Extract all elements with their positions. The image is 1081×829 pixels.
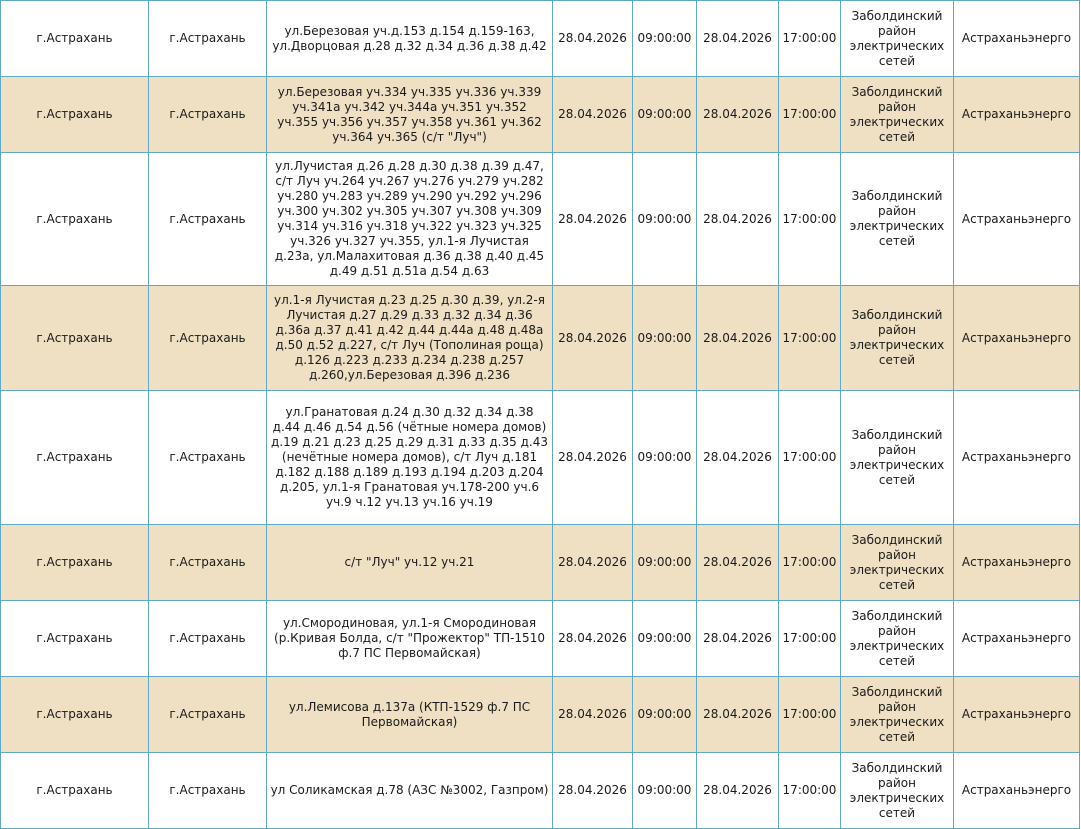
start-date-cell: 28.04.2026 bbox=[553, 601, 633, 677]
district-cell: Заболдинский район электрических сетей bbox=[841, 1, 954, 77]
start-date-cell: 28.04.2026 bbox=[553, 677, 633, 753]
district-cell: Заболдинский район электрических сетей bbox=[841, 153, 954, 286]
city-cell: г.Астрахань bbox=[149, 525, 267, 601]
district-cell: Заболдинский район электрических сетей bbox=[841, 677, 954, 753]
city-cell: г.Астрахань bbox=[149, 391, 267, 525]
region-cell: г.Астрахань bbox=[1, 1, 149, 77]
table-row bbox=[1, 153, 1080, 286]
end-date-cell: 28.04.2026 bbox=[697, 153, 779, 286]
start-time-cell: 09:00:00 bbox=[633, 153, 697, 286]
city-cell: г.Астрахань bbox=[149, 153, 267, 286]
company-cell: Астраханьэнерго bbox=[954, 77, 1080, 153]
end-date-cell: 28.04.2026 bbox=[697, 601, 779, 677]
start-time-cell: 09:00:00 bbox=[633, 525, 697, 601]
region-cell: г.Астрахань bbox=[1, 601, 149, 677]
addresses-cell: ул.Лучистая д.26 д.28 д.30 д.38 д.39 д.47, с/т Луч уч.264 уч.267 уч.276 уч.279 уч.282 уч.280 уч.283 уч.289 уч.290 уч.292 уч.296 уч.300 уч.302 уч.305 уч.307 уч.308 уч.309 уч.314 уч.316 уч.318 уч.322 уч.323 уч.325 уч.326 уч.327 уч.355, ул.1-я Лучистая д.23а, ул.Малахитовая д.36 д.38 д.40 д.45 д.49 д.51 д.51а д.54 д.63 bbox=[267, 153, 553, 286]
city-cell: г.Астрахань bbox=[149, 753, 267, 829]
addresses-cell: ул.1-я Лучистая д.23 д.25 д.30 д.39, ул.2-я Лучистая д.27 д.29 д.33 д.32 д.34 д.36 д.36а д.37 д.41 д.42 д.44 д.44а д.48 д.48а д.50 д.52 д.227, с/т Луч (Тополиная роща) д.126 д.223 д.233 д.234 д.238 д.257 д.260,ул.Березовая д.396 д.236 bbox=[267, 286, 553, 391]
end-date-cell: 28.04.2026 bbox=[697, 286, 779, 391]
start-time-cell: 09:00:00 bbox=[633, 286, 697, 391]
addresses-cell: ул Соликамская д.78 (АЗС №3002, Газпром) bbox=[267, 753, 553, 829]
end-time-cell: 17:00:00 bbox=[779, 601, 841, 677]
end-time-cell: 17:00:00 bbox=[779, 286, 841, 391]
end-date-cell: 28.04.2026 bbox=[697, 753, 779, 829]
start-date-cell: 28.04.2026 bbox=[553, 1, 633, 77]
region-cell: г.Астрахань bbox=[1, 391, 149, 525]
company-cell: Астраханьэнерго bbox=[954, 153, 1080, 286]
start-date-cell: 28.04.2026 bbox=[553, 391, 633, 525]
table-row bbox=[1, 601, 1080, 677]
addresses-cell: ул.Лемисова д.137а (КТП-1529 ф.7 ПС Первомайская) bbox=[267, 677, 553, 753]
start-date-cell: 28.04.2026 bbox=[553, 77, 633, 153]
start-time-cell: 09:00:00 bbox=[633, 677, 697, 753]
company-cell: Астраханьэнерго bbox=[954, 753, 1080, 829]
city-cell: г.Астрахань bbox=[149, 1, 267, 77]
start-time-cell: 09:00:00 bbox=[633, 77, 697, 153]
region-cell: г.Астрахань bbox=[1, 525, 149, 601]
region-cell: г.Астрахань bbox=[1, 153, 149, 286]
table-row bbox=[1, 1, 1080, 77]
company-cell: Астраханьэнерго bbox=[954, 677, 1080, 753]
start-date-cell: 28.04.2026 bbox=[553, 525, 633, 601]
region-cell: г.Астрахань bbox=[1, 286, 149, 391]
region-cell: г.Астрахань bbox=[1, 677, 149, 753]
addresses-cell: ул.Смородиновая, ул.1-я Смородиновая (р.Кривая Болда, с/т "Прожектор" ТП-1510 ф.7 ПС Первомайская) bbox=[267, 601, 553, 677]
start-date-cell: 28.04.2026 bbox=[553, 286, 633, 391]
table-row bbox=[1, 391, 1080, 525]
company-cell: Астраханьэнерго bbox=[954, 286, 1080, 391]
table-row bbox=[1, 525, 1080, 601]
company-cell: Астраханьэнерго bbox=[954, 601, 1080, 677]
table-row bbox=[1, 753, 1080, 829]
start-time-cell: 09:00:00 bbox=[633, 1, 697, 77]
start-date-cell: 28.04.2026 bbox=[553, 153, 633, 286]
company-cell: Астраханьэнерго bbox=[954, 1, 1080, 77]
addresses-cell: ул.Березовая уч.334 уч.335 уч.336 уч.339 уч.341а уч.342 уч.344а уч.351 уч.352 уч.355 уч.356 уч.357 уч.358 уч.361 уч.362 уч.364 уч.365 (с/т "Луч") bbox=[267, 77, 553, 153]
table-row bbox=[1, 677, 1080, 753]
city-cell: г.Астрахань bbox=[149, 601, 267, 677]
end-date-cell: 28.04.2026 bbox=[697, 1, 779, 77]
start-time-cell: 09:00:00 bbox=[633, 391, 697, 525]
city-cell: г.Астрахань bbox=[149, 286, 267, 391]
end-date-cell: 28.04.2026 bbox=[697, 525, 779, 601]
end-time-cell: 17:00:00 bbox=[779, 77, 841, 153]
city-cell: г.Астрахань bbox=[149, 677, 267, 753]
end-time-cell: 17:00:00 bbox=[779, 153, 841, 286]
region-cell: г.Астрахань bbox=[1, 753, 149, 829]
region-cell: г.Астрахань bbox=[1, 77, 149, 153]
end-time-cell: 17:00:00 bbox=[779, 525, 841, 601]
district-cell: Заболдинский район электрических сетей bbox=[841, 525, 954, 601]
addresses-cell: с/т "Луч" уч.12 уч.21 bbox=[267, 525, 553, 601]
addresses-cell: ул.Гранатовая д.24 д.30 д.32 д.34 д.38 д.44 д.46 д.54 д.56 (чётные номера домов) д.19 д.21 д.23 д.25 д.29 д.31 д.33 д.35 д.43 (нечётные номера домов), с/т Луч д.181 д.182 д.188 д.189 д.193 д.194 д.203 д.204 д.205, ул.1-я Гранатовая уч.178-200 уч.6 уч.9 ч.12 уч.13 уч.16 уч.19 bbox=[267, 391, 553, 525]
district-cell: Заболдинский район электрических сетей bbox=[841, 391, 954, 525]
table-row bbox=[1, 286, 1080, 391]
district-cell: Заболдинский район электрических сетей bbox=[841, 286, 954, 391]
addresses-cell: ул.Березовая уч.д.153 д.154 д.159-163, ул.Дворцовая д.28 д.32 д.34 д.36 д.38 д.42 bbox=[267, 1, 553, 77]
end-date-cell: 28.04.2026 bbox=[697, 677, 779, 753]
end-time-cell: 17:00:00 bbox=[779, 1, 841, 77]
start-time-cell: 09:00:00 bbox=[633, 753, 697, 829]
district-cell: Заболдинский район электрических сетей bbox=[841, 77, 954, 153]
start-time-cell: 09:00:00 bbox=[633, 601, 697, 677]
end-date-cell: 28.04.2026 bbox=[697, 77, 779, 153]
district-cell: Заболдинский район электрических сетей bbox=[841, 601, 954, 677]
end-date-cell: 28.04.2026 bbox=[697, 391, 779, 525]
end-time-cell: 17:00:00 bbox=[779, 753, 841, 829]
company-cell: Астраханьэнерго bbox=[954, 391, 1080, 525]
start-date-cell: 28.04.2026 bbox=[553, 753, 633, 829]
city-cell: г.Астрахань bbox=[149, 77, 267, 153]
end-time-cell: 17:00:00 bbox=[779, 677, 841, 753]
end-time-cell: 17:00:00 bbox=[779, 391, 841, 525]
company-cell: Астраханьэнерго bbox=[954, 525, 1080, 601]
table-row bbox=[1, 77, 1080, 153]
district-cell: Заболдинский район электрических сетей bbox=[841, 753, 954, 829]
